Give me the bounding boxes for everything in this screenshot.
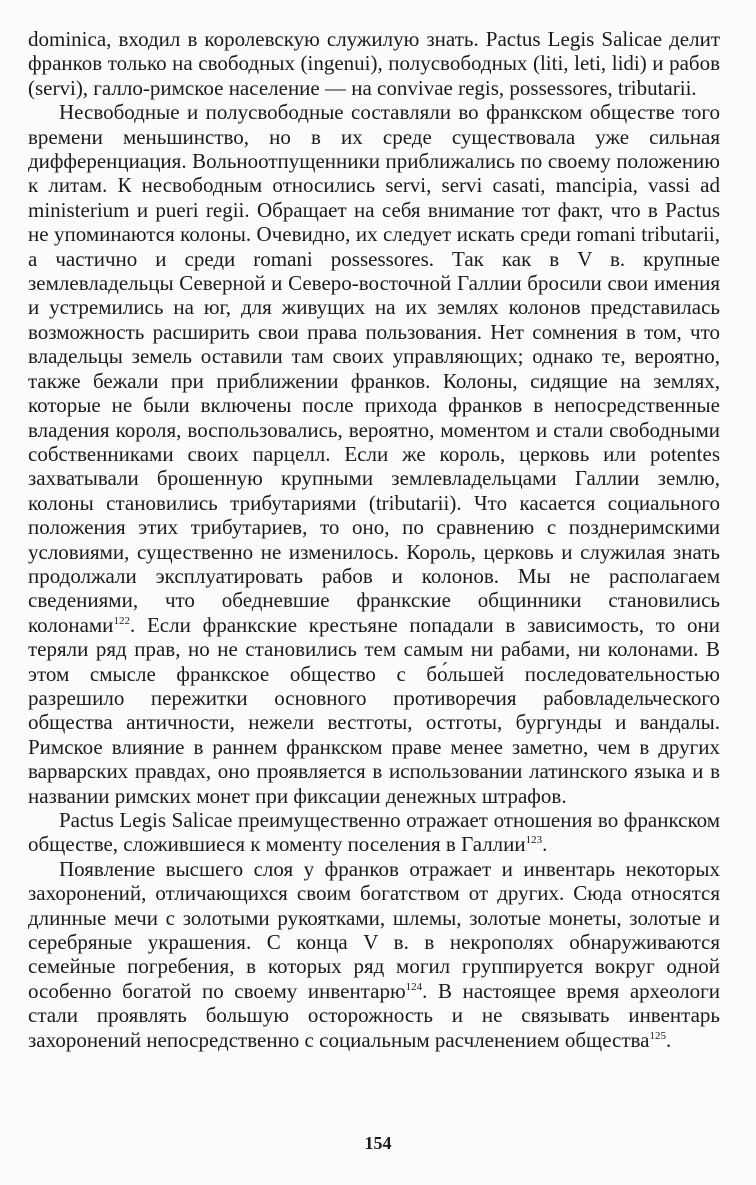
paragraph-text: Pactus Legis Salicae преимущественно отражает отношения во франкском обществе, сложившиеся к моменту поселения в Галлии: [28, 808, 720, 857]
body-text: [28, 27, 720, 1052]
paragraph: [28, 27, 720, 100]
footnote-reference: 123: [525, 834, 543, 847]
footnote-reference: 125: [649, 1029, 666, 1042]
paragraph-text: . Если франкские крестьяне попадали в зависимость, то они теряли ряд прав, но не становились тем самым ни рабами, ни колонами. В этом смысле франкское общество с бо́льшей последовательностью разрешило пережитки основного противоречия рабовладельческого общества античности, нежели вестготы, остготы, бургунды и вандалы. Римское влияние в раннем франкском праве менее заметно, чем в других варварских правдах, оно проявляется в использовании латинского языка и в названии римских монет при фиксации денежных штрафов.: [28, 612, 720, 808]
paragraph: [28, 857, 720, 1052]
paragraph-text: Несвободные и полусвободные составляли во франкском обществе того времени меньшинство, но в их среде существовала уже сильная дифференциация. Вольноотпущенники приближались по своему положению к литам. К несвободным относились servi, servi casati, mancipia, vassi ad ministerium и pueri regii. Обращает на себя внимание тот факт, что в Pactus не упоминаются колоны. Очевидно, их следует искать среди romani tributarii, а частично и среди romani possessores. Так как в V в. крупные землевладельцы Северной и Северо-восточной Галлии бросили свои имения и устремились на юг, для живущих на их землях колонов представилась возможность расширить свои права пользования. Нет сомнения в том, что владельцы земель оставили там своих управляющих; однако те, вероятно, также бежали при приближении франков. Колоны, сидящие на землях, которые не были включены после прихода франков в непосредственные владения короля, воспользовались, вероятно, моментом и стали свободными собственниками своих парцелл. Если же король, церковь или potentes захватывали брошенную крупными землевладельцами Галлии землю, колоны становились трибутариями (tributarii). Что касается социального положения этих трибутариев, то оно, по сравнению с позднеримскими условиями, существенно не изменилось. Король, церковь и служилая знать продолжали эксплуатировать рабов и колонов. Мы не располагаем сведениями, что обедневшие франкские общинники становились колонами: [28, 100, 720, 637]
paragraph-text: . В настоящее время археологи стали проявлять большую осторожность и не связывать инвентарь захоронений непосредственно с социальным расчленением общества: [28, 978, 721, 1052]
page-number: 154: [364, 1133, 392, 1153]
paragraph-text: Появление высшего слоя у франков отражает и инвентарь некоторых захоронений, отличающихся своим богатством от других. Сюда относятся длинные мечи с золотыми рукоятками, шлемы, золотые монеты, золотые и серебряные украшения. С конца V в. в некрополях обнаруживаются семейные погребения, в которых ряд могил группируется вокруг одной особенно богатой по своему инвентарю: [28, 856, 720, 1003]
paragraph-text: .: [542, 832, 548, 857]
paragraph: [28, 808, 720, 857]
paragraph-text: dominica, входил в королевскую служилую знать. Pactus Legis Salicae делит франков только на свободных (ingenui), полусвободных (liti, leti, lidi) и рабов (servi), галло-римское население — на convivae regis, possessores, tributarii.: [28, 27, 720, 100]
footnote-reference: 122: [113, 614, 130, 627]
footnote-reference: 124: [405, 980, 423, 993]
paragraph-text: .: [666, 1027, 672, 1052]
paragraph: [28, 100, 720, 808]
